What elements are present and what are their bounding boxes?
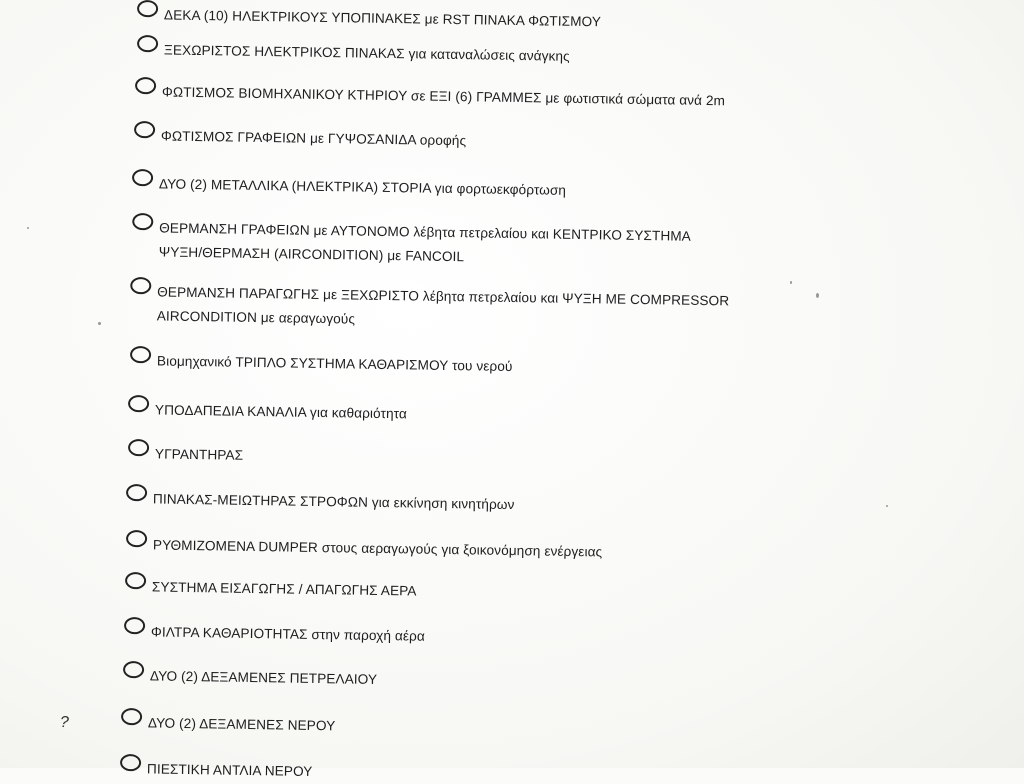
- item-label: ΔΥΟ (2) ΔΕΞΑΜΕΝΕΣ ΝΕΡΟΥ: [147, 715, 336, 734]
- list-item: [124, 620, 425, 649]
- list-item: [132, 216, 691, 273]
- answer-bubble[interactable]: [124, 617, 145, 634]
- item-label: ΞΕΧΩΡΙΣΤΟΣ ΗΛΕΚΤΡΙΚΟΣ ΠΙΝΑΚΑΣ για καταναλώσεις ανάγκης: [163, 42, 570, 64]
- list-item: [137, 3, 601, 34]
- scan-speck: [27, 227, 29, 229]
- item-label: ΦΩΤΙΣΜΟΣ ΒΙΟΜΗΧΑΝΙΚΟΥ ΚΤΗΡΙΟΥ σε ΕΞΙ (6) ΓΡΑΜΜΕΣ με φωτιστικά σώματα ανά 2m: [161, 84, 726, 109]
- scan-speck: [98, 322, 101, 325]
- margin-mark: ?: [60, 714, 69, 731]
- answer-bubble[interactable]: [120, 754, 141, 771]
- list-item: [128, 442, 244, 468]
- answer-bubble[interactable]: [130, 346, 151, 363]
- answer-bubble[interactable]: [125, 572, 146, 589]
- list-item: [126, 487, 515, 517]
- answer-bubble[interactable]: [126, 484, 147, 501]
- item-label: ΥΠΟΔΑΠΕΔΙΑ ΚΑΝΑΛΙΑ για καθαριότητα: [154, 402, 408, 422]
- answer-bubble[interactable]: [132, 169, 153, 186]
- answer-bubble[interactable]: [137, 0, 158, 17]
- answer-bubble[interactable]: [123, 661, 144, 678]
- answer-bubble[interactable]: [130, 277, 151, 294]
- scan-speck: [816, 293, 819, 298]
- item-label: [157, 280, 730, 337]
- answer-bubble[interactable]: [132, 213, 153, 230]
- list-item: [130, 349, 513, 379]
- answer-bubble[interactable]: [137, 35, 158, 52]
- list-item: [126, 533, 603, 564]
- item-label: ΦΩΤΙΣΜΟΣ ΓΡΑΦΕΙΩΝ με ΓΥΨΟΣΑΝΙΔΑ οροφής: [160, 128, 467, 149]
- item-label: ΣΥΣΤΗΜΑ ΕΙΣΑΓΩΓΗΣ / ΑΠΑΓΩΓΗΣ ΑΕΡΑ: [151, 579, 417, 599]
- list-item: [130, 280, 730, 337]
- answer-bubble[interactable]: [126, 530, 147, 547]
- list-item: [137, 38, 570, 69]
- item-label-line-2: ΨΥΞΗ/ΘΕΡΜΑΣΗ (AIRCONDITION) με FANCOIL: [158, 244, 465, 265]
- item-label-line-1: ΘΕΡΜΑΝΣΗ ΠΑΡΑΓΩΓΗΣ με ΞΕΧΩΡΙΣΤΟ λέβητα πετρελαίου και ΨΥΞΗ ΜΕ COMPRESSOR: [157, 284, 730, 309]
- item-label: ΡΥΘΜΙΖΟΜΕΝΑ DUMPER στους αεραγωγούς για ξοικονόμηση ενέργειας: [152, 537, 603, 560]
- item-label: ΥΓΡΑΝΤΗΡΑΣ: [154, 446, 244, 463]
- scan-speck: [790, 281, 792, 284]
- item-label: ΔΕΚΑ (10) ΗΛΕΚΤΡΙΚΟΥΣ ΥΠΟΠΙΝΑΚΕΣ με RST ΠΙΝΑΚΑ ΦΩΤΙΣΜΟΥ: [163, 7, 602, 30]
- item-label-line-2: AIRCONDITION με αεραγωγούς: [156, 308, 356, 327]
- item-label: ΦΙΛΤΡΑ ΚΑΘΑΡΙΟΤΗΤΑΣ στην παροχή αέρα: [150, 624, 426, 644]
- answer-bubble[interactable]: [134, 121, 155, 138]
- answer-bubble[interactable]: [128, 439, 149, 456]
- list-item: [128, 398, 407, 426]
- list-item: [132, 172, 566, 203]
- list-item: [120, 757, 313, 784]
- list-item: [121, 711, 336, 738]
- item-label: Βιομηχανικό ΤΡΙΠΛΟ ΣΥΣΤΗΜΑ ΚΑΘΑΡΙΣΜΟΥ του νερού: [156, 353, 513, 375]
- item-label: [159, 216, 691, 272]
- list-item: [125, 575, 417, 604]
- answer-bubble[interactable]: [128, 395, 149, 412]
- item-label-line-1: ΘΕΡΜΑΝΣΗ ΓΡΑΦΕΙΩΝ με ΑΥΤΟΝΟΜΟ λέβητα πετρελαίου και ΚΕΝΤΡΙΚΟ ΣΥΣΤΗΜΑ: [159, 220, 692, 244]
- item-label: ΠΙΝΑΚΑΣ-ΜΕΙΩΤΗΡΑΣ ΣΤΡΟΦΩΝ για εκκίνηση κινητήρων: [152, 491, 515, 513]
- answer-bubble[interactable]: [135, 77, 156, 94]
- item-label: ΠΙΕΣΤΙΚΗ ΑΝΤΛΙΑ ΝΕΡΟΥ: [146, 761, 313, 780]
- list-item: [135, 80, 725, 113]
- list-item: [123, 664, 377, 692]
- item-label: ΔΥΟ (2) ΜΕΤΑΛΛΙΚΑ (ΗΛΕΚΤΡΙΚΑ) ΣΤΟΡΙΑ για φορτωεκφόρτωση: [158, 176, 567, 198]
- item-label: ΔΥΟ (2) ΔΕΞΑΜΕΝΕΣ ΠΕΤΡΕΛΑΙΟΥ: [149, 668, 378, 687]
- answer-bubble[interactable]: [121, 708, 142, 725]
- list-item: [134, 124, 467, 153]
- scan-speck: [886, 505, 888, 507]
